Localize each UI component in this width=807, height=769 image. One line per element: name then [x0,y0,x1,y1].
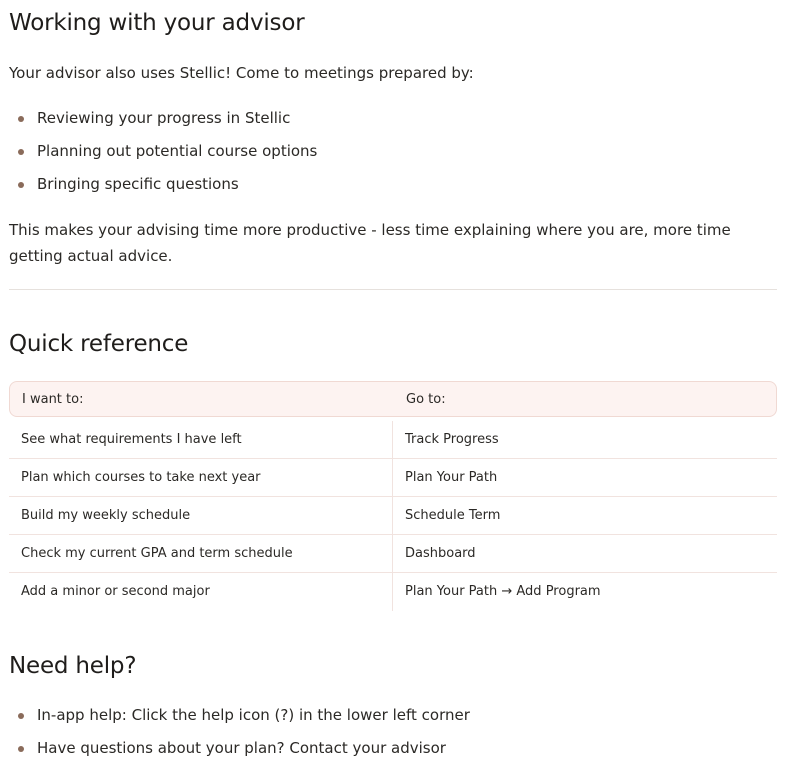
table-row [9,421,777,459]
table-row [9,573,777,611]
need-help-heading: Need help? [9,653,137,679]
bullet-dot-icon [18,149,24,155]
list-item-text: Planning out potential course options [37,142,318,160]
advisor-intro: Your advisor also uses Stellic! Come to meetings prepared by: [9,64,474,82]
table-cell-destination: Track Progress [405,432,499,447]
list-item [0,135,317,168]
table-cell-task: Plan which courses to take next year [21,470,261,485]
table-row [9,497,777,535]
section-divider [9,289,777,290]
list-item [0,699,470,732]
advisor-bullet-list [0,102,317,201]
table-header [9,381,777,417]
table-cell-task: Add a minor or second major [21,584,210,599]
help-bullet-list [0,699,470,765]
quick-reference-heading: Quick reference [9,331,189,357]
list-item-text: Have questions about your plan? Contact your advisor [37,739,446,757]
table-cell-destination: Dashboard [405,546,476,561]
list-item-text: Bringing specific questions [37,175,239,193]
quick-reference-table [9,381,777,611]
table-body [9,421,777,611]
table-cell-destination: Schedule Term [405,508,501,523]
list-item-text: In-app help: Click the help icon (?) in the lower left corner [37,706,470,724]
table-cell-destination: Plan Your Path [405,470,498,485]
table-row [9,535,777,573]
table-row [9,459,777,497]
bullet-dot-icon [18,116,24,122]
advisor-closing: This makes your advising time more productive - less time explaining where you are, more time getting actual advice. [9,221,731,265]
list-item [0,732,470,765]
advisor-heading: Working with your advisor [9,10,305,36]
bullet-dot-icon [18,713,24,719]
table-cell-task: Build my weekly schedule [21,508,191,523]
table-cell-destination: Plan Your Path → Add Program [405,584,601,599]
table-cell-task: See what requirements I have left [21,432,242,447]
table-cell-task: Check my current GPA and term schedule [21,546,293,561]
bullet-dot-icon [18,182,24,188]
bullet-dot-icon [18,746,24,752]
list-item [0,102,317,135]
column-header-go-to: Go to: [406,392,446,407]
list-item-text: Reviewing your progress in Stellic [37,109,291,127]
column-header-i-want-to: I want to: [22,392,84,407]
list-item [0,168,317,201]
